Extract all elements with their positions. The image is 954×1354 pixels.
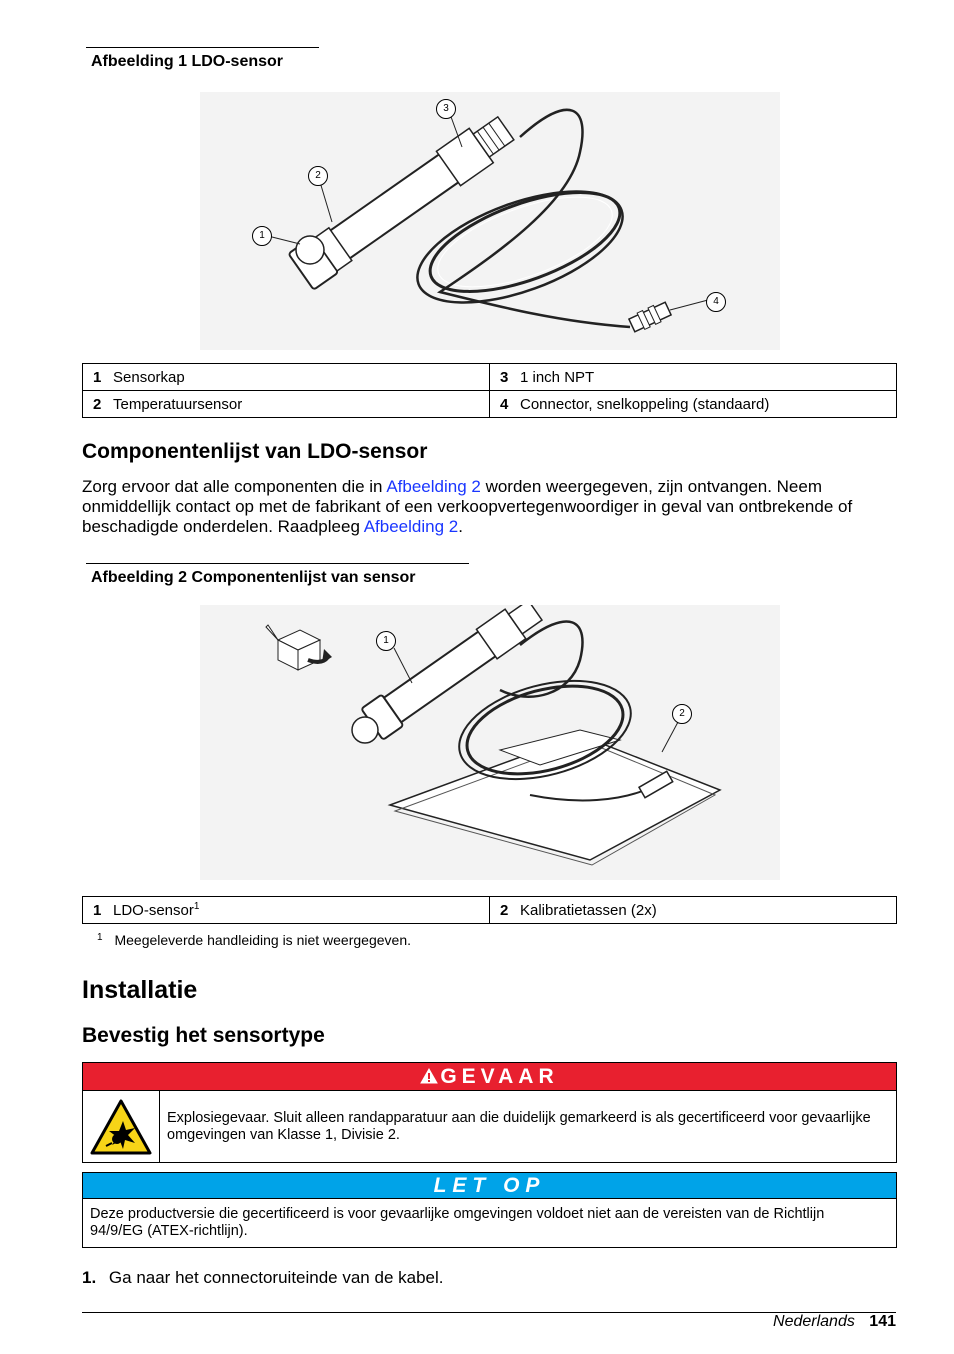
callout-1: 1	[376, 631, 396, 651]
danger-text: Explosiegevaar. Sluit alleen randapparatuur aan die duidelijk gemarkeerd is als gecertificeerd voor gevaarlijke omgevingen van Klasse 1, Divisie 2.	[167, 1110, 871, 1143]
callout-2: 2	[308, 166, 328, 186]
figure2-legend-table	[82, 896, 897, 924]
legend-cell: 2 Kalibratietassen (2x)	[490, 897, 897, 924]
sensor-type-heading: Bevestig het sensortype	[82, 1024, 325, 1047]
step-item: 1. Ga naar het connectoruiteinde van de kabel.	[82, 1268, 444, 1287]
legend-cell: 1 Sensorkap	[83, 364, 490, 391]
notice-header: LET OP	[83, 1173, 896, 1199]
figure1-legend-table	[82, 363, 897, 418]
figure1-caption: Afbeelding 1 LDO-sensor	[86, 47, 319, 71]
legend-cell: 2 Temperatuursensor	[83, 391, 490, 418]
notice-callout	[82, 1172, 897, 1248]
legend-cell: 4 Connector, snelkoppeling (standaard)	[490, 391, 897, 418]
footer-language: Nederlands	[773, 1313, 855, 1330]
figure2-caption: Afbeelding 2 Componentenlijst van sensor	[86, 563, 469, 587]
callout-3: 3	[436, 99, 456, 119]
footnote: $^1$ Meegeleverde handleiding is niet weergegeven.	[97, 932, 411, 948]
legend-cell: 3 1 inch NPT	[490, 364, 897, 391]
warning-triangle-icon	[420, 1068, 438, 1084]
danger-header: GEVAAR	[83, 1063, 896, 1091]
legend-cell: 1 LDO-sensor$^1$	[83, 897, 490, 924]
danger-icon-cell	[83, 1091, 160, 1162]
component-list-illustration	[200, 605, 780, 880]
callout-1: 1	[252, 226, 272, 246]
explosion-hazard-icon	[90, 1099, 152, 1155]
footnote-ref: 1	[193, 901, 200, 912]
notice-text: Deze productversie die gecertificeerd is voor gevaarlijke omgevingen voldoet niet aan de vereisten van de Richtlijn 94/9/EG (ATEX-richtlijn).	[90, 1206, 825, 1239]
installation-heading: Installatie	[82, 976, 198, 1004]
figure2-link-2[interactable]: Afbeelding 2	[363, 517, 459, 536]
footer	[773, 1313, 896, 1331]
section-heading-components: Componentenlijst van LDO-sensor	[82, 440, 428, 463]
ldo-sensor-illustration	[200, 92, 780, 350]
callout-4: 4	[706, 292, 726, 312]
components-paragraph: Zorg ervoor dat alle componenten die in Afbeelding 2 worden weergegeven, zijn ontvangen. Neem onmiddellijk contact op met de fabrikant of een verkoopvertegenwoordiger in geval van ontbrekende of beschadigde onderdelen. Raadpleeg Afbeelding 2.	[82, 477, 853, 536]
callout-2: 2	[672, 704, 692, 724]
figure2-link[interactable]: Afbeelding 2	[386, 477, 481, 496]
page-number: 141	[869, 1313, 896, 1330]
table-row	[83, 391, 897, 418]
table-row	[83, 897, 897, 924]
danger-callout	[82, 1062, 897, 1163]
table-row	[83, 364, 897, 391]
